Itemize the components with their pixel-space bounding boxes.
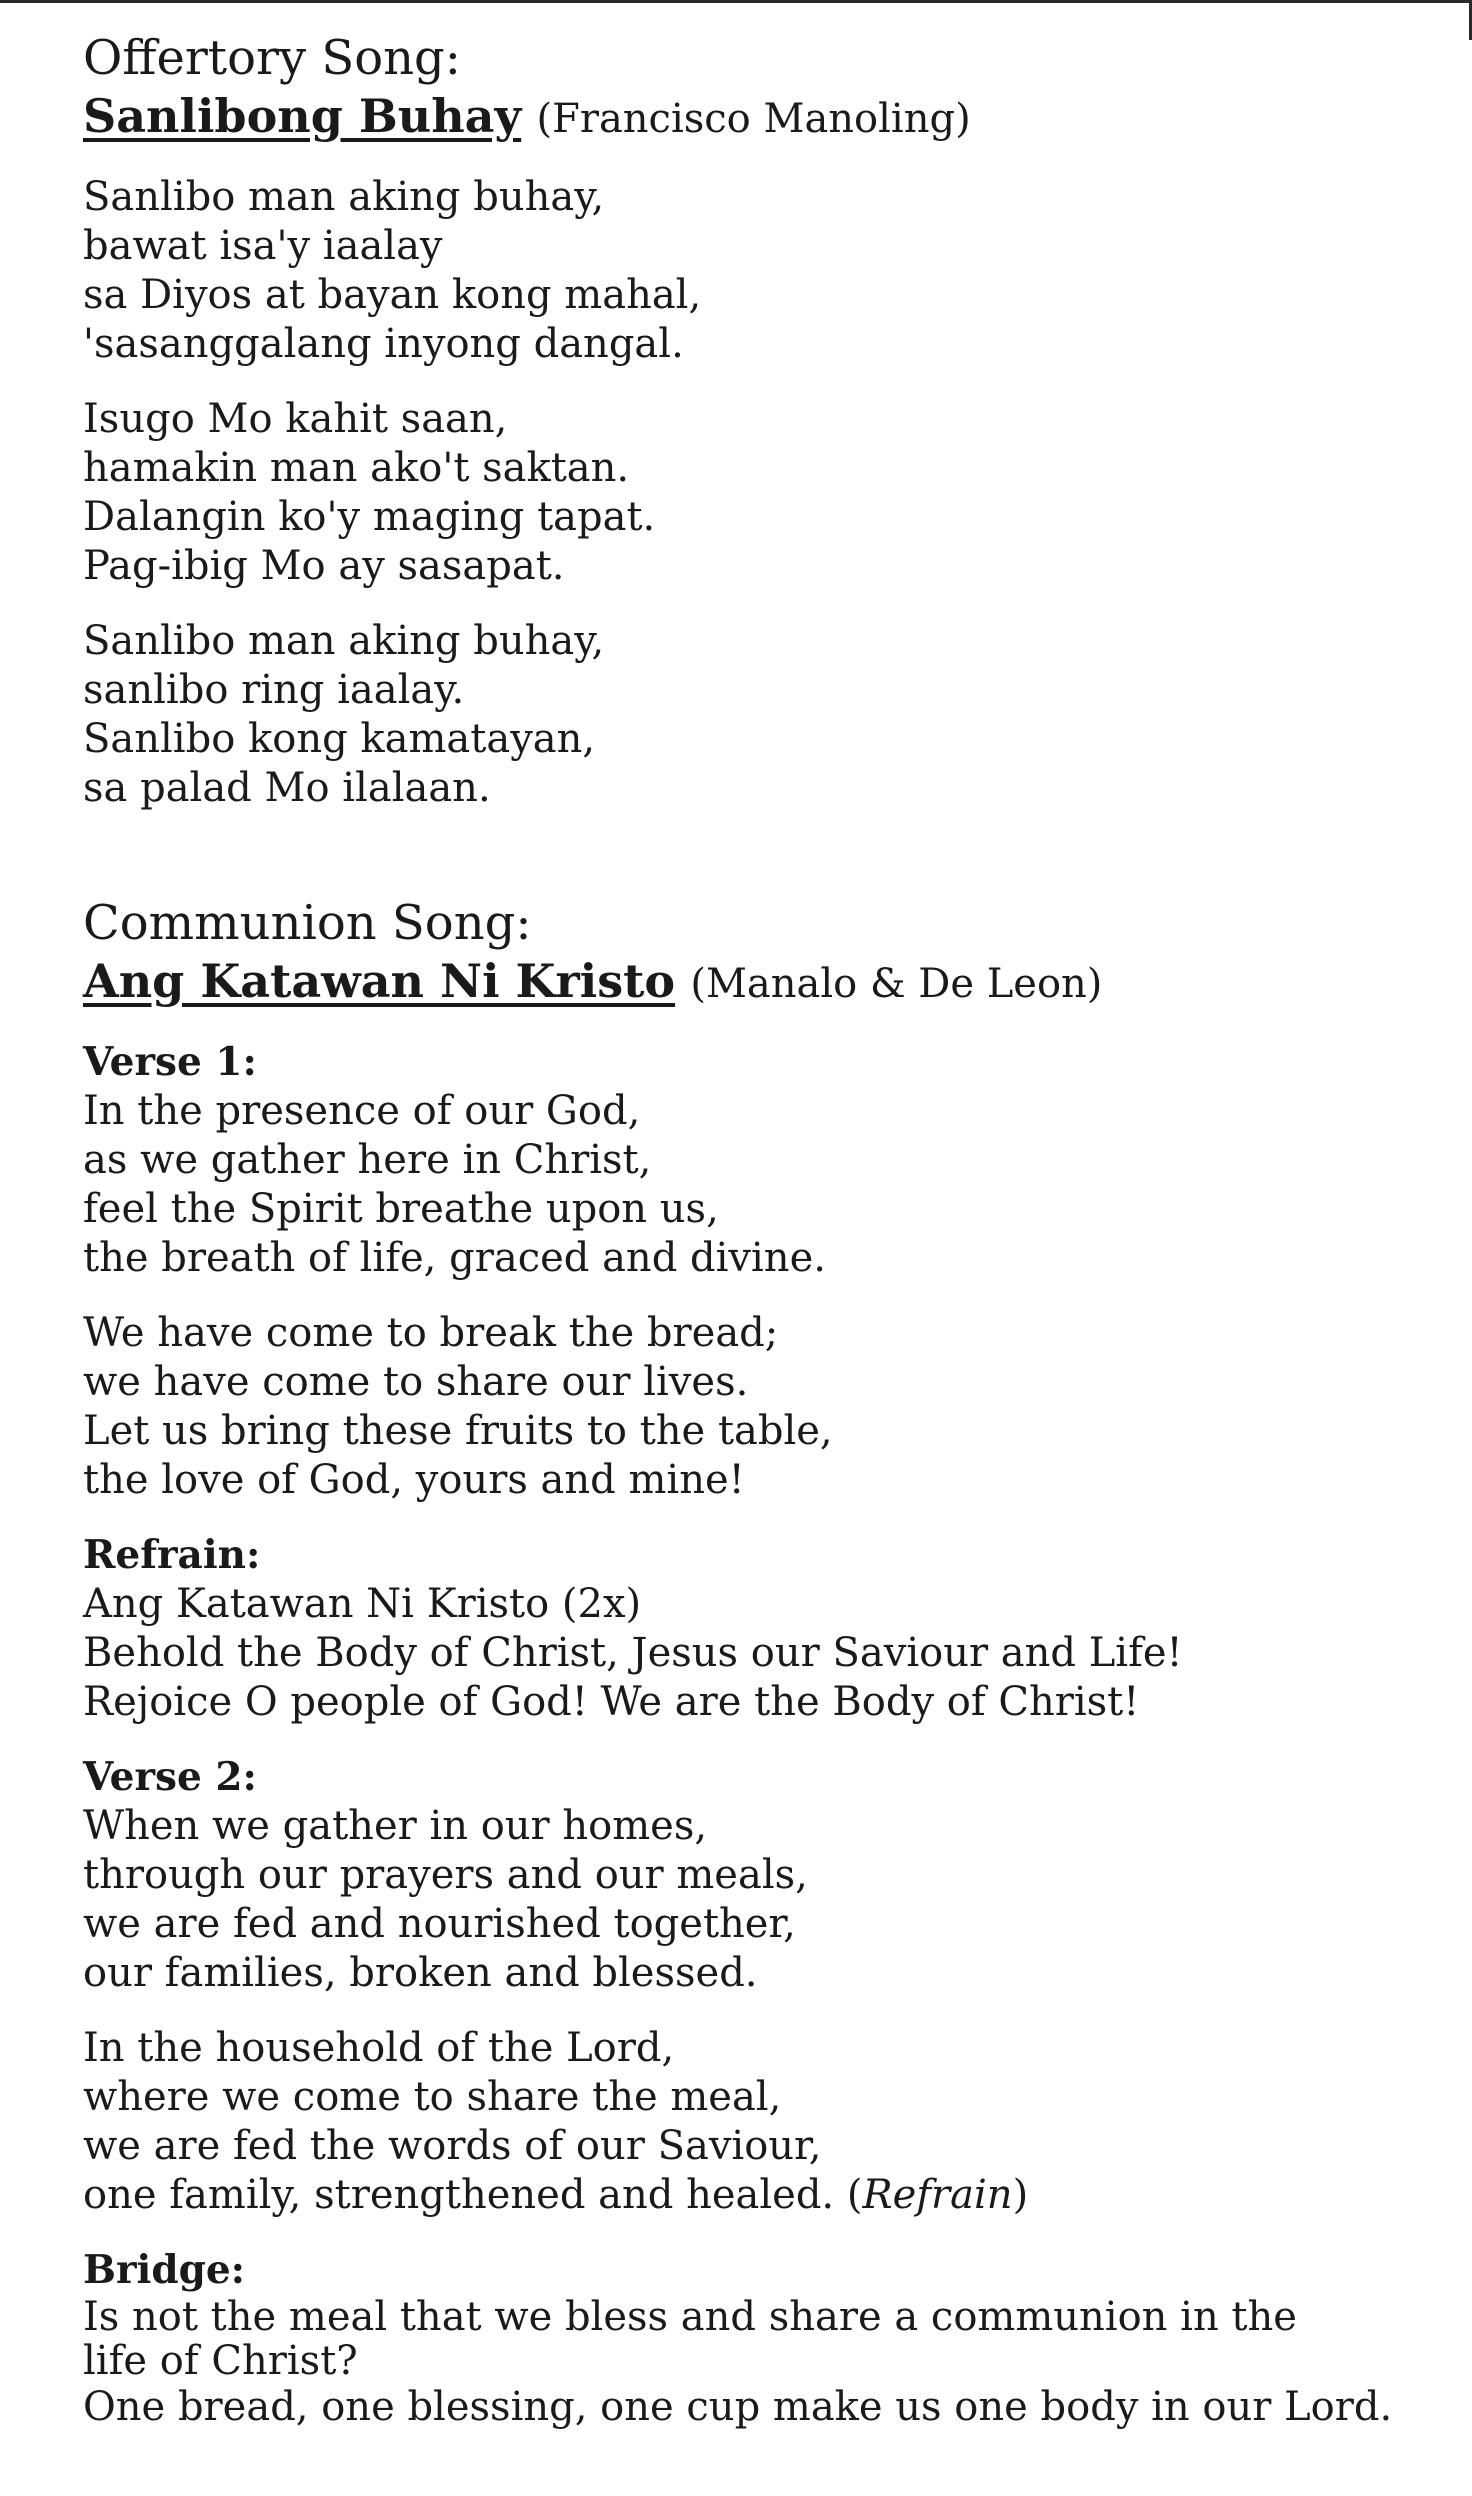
lyric-line: Sanlibo kong kamatayan, (83, 716, 596, 762)
lyric-line: through our prayers and our meals, (83, 1852, 808, 1898)
verse-2-heading: Verse 2: (83, 1754, 257, 1800)
lyric-line: hamakin man ako't saktan. (83, 445, 630, 491)
verse-2-stanza-1 (83, 1753, 1423, 1998)
lyric-line: In the household of the Lord, (83, 2025, 675, 2071)
lyric-line: Rejoice O people of God! We are the Body of Christ! (83, 1679, 1140, 1725)
lyric-line: One bread, one blessing, one cup make us one body in our Lord. (83, 2384, 1393, 2430)
lyric-line: bawat isa'y iaalay (83, 223, 443, 269)
lyric-line: Isugo Mo kahit saan, (83, 396, 508, 442)
lyric-line: where we come to share the meal, (83, 2074, 782, 2120)
refrain-cue: Refrain (862, 2172, 1013, 2218)
lyric-line: Let us bring these fruits to the table, (83, 1408, 833, 1454)
offertory-stanza-1 (83, 173, 1423, 369)
refrain-stanza (83, 1531, 1423, 1727)
lyric-line: sa palad Mo ilalaan. (83, 765, 491, 811)
lyric-line: Is not the meal that we bless and share a communion in the life of Christ? (83, 2294, 1297, 2384)
lyric-line: the breath of life, graced and divine. (83, 1235, 826, 1281)
cue-close-paren: ) (1012, 2172, 1029, 2218)
lyric-text: one family, strengthened and healed. ( (83, 2172, 863, 2218)
top-border (0, 0, 1472, 3)
verse-1-heading: Verse 1: (83, 1039, 257, 1085)
lyric-line: feel the Spirit breathe upon us, (83, 1186, 719, 1232)
lyric-line: When we gather in our homes, (83, 1803, 708, 1849)
lyric-line: our families, broken and blessed. (83, 1950, 758, 1996)
lyric-line: 'sasanggalang inyong dangal. (83, 321, 684, 367)
verse-2-stanza-2 (83, 2024, 1423, 2220)
lyric-line: Sanlibo man aking buhay, (83, 174, 605, 220)
section-spacer (83, 839, 1423, 895)
lyric-line-with-cue (83, 2171, 1423, 2220)
lyric-line: Dalangin ko'y maging tapat. (83, 494, 656, 540)
lyric-line: Pag-ibig Mo ay sasapat. (83, 543, 565, 589)
refrain-heading: Refrain: (83, 1532, 261, 1578)
offertory-composer: (Francisco Manoling) (536, 96, 971, 142)
lyric-line: Behold the Body of Christ, Jesus our Saviour and Life! (83, 1630, 1183, 1676)
lyric-line: we are fed the words of our Saviour, (83, 2123, 822, 2169)
offertory-section (83, 30, 1423, 813)
offertory-title-line (83, 86, 1423, 149)
lyric-line: sanlibo ring iaalay. (83, 667, 465, 713)
lyric-line: sa Diyos at bayan kong mahal, (83, 272, 702, 318)
lyric-line: the love of God, yours and mine! (83, 1457, 745, 1503)
lyric-line: We have come to break the bread; (83, 1310, 779, 1356)
communion-section (83, 895, 1423, 2432)
lyric-line: as we gather here in Christ, (83, 1137, 652, 1183)
communion-title-line (83, 951, 1423, 1014)
lyric-line: we are fed and nourished together, (83, 1901, 796, 1947)
lyric-line: Sanlibo man aking buhay, (83, 618, 605, 664)
offertory-label: Offertory Song: (83, 30, 461, 86)
lyric-line: we have come to share our lives. (83, 1359, 749, 1405)
lyric-line: Ang Katawan Ni Kristo (2x) (83, 1581, 642, 1627)
offertory-song-title: Sanlibong Buhay (83, 89, 522, 143)
offertory-stanza-2 (83, 395, 1423, 591)
song-sheet (83, 30, 1423, 2458)
verse-1-stanza-1 (83, 1038, 1423, 1283)
bridge-stanza (83, 2246, 1423, 2432)
verse-1-stanza-2 (83, 1309, 1423, 1505)
communion-composer: (Manalo & De Leon) (690, 961, 1103, 1007)
communion-label: Communion Song: (83, 895, 532, 951)
communion-song-title: Ang Katawan Ni Kristo (83, 954, 676, 1008)
bridge-heading: Bridge: (83, 2247, 246, 2293)
offertory-stanza-3 (83, 617, 1423, 813)
lyric-line: In the presence of our God, (83, 1088, 641, 1134)
